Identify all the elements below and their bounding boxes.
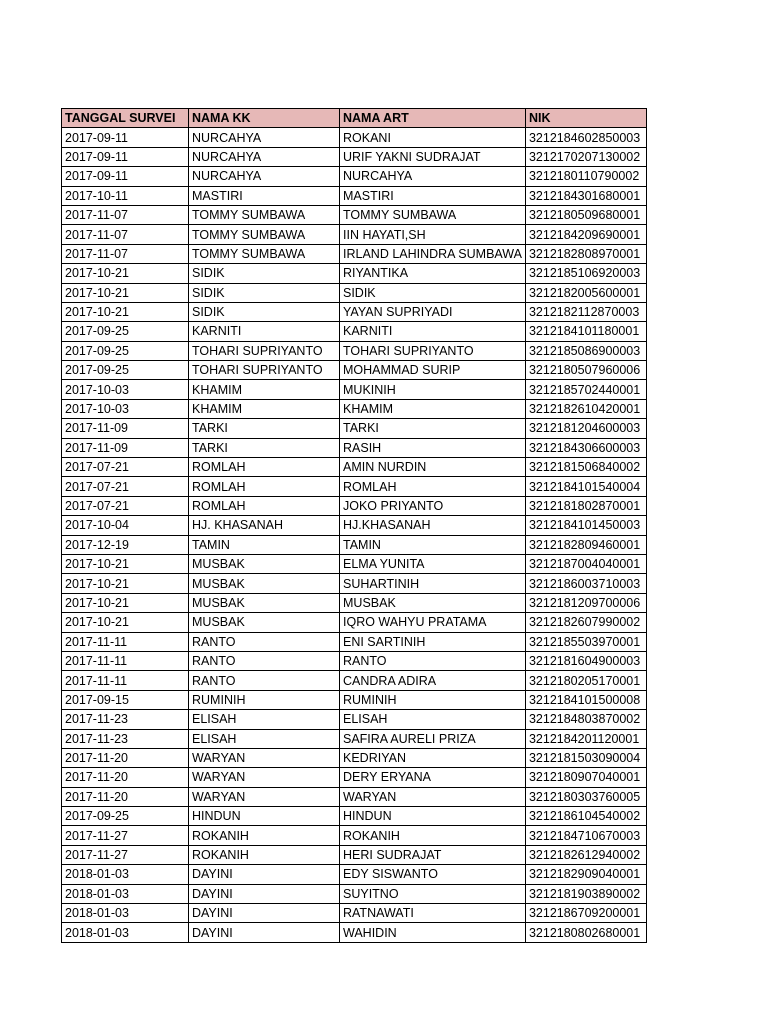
cell-nama-kk: RUMINIH — [189, 690, 340, 709]
table-row — [62, 690, 647, 709]
table-row — [62, 477, 647, 496]
cell-nama-kk: MASTIRI — [189, 186, 340, 205]
cell-tanggal-survei: 2018-01-03 — [62, 884, 189, 903]
cell-nama-art: HINDUN — [340, 807, 526, 826]
table-row — [62, 341, 647, 360]
cell-nik: 3212181506840002 — [525, 458, 646, 477]
table-row — [62, 845, 647, 864]
cell-nik: 3212180802680001 — [525, 923, 646, 942]
cell-tanggal-survei: 2017-11-11 — [62, 632, 189, 651]
cell-nama-kk: DAYINI — [189, 904, 340, 923]
cell-nama-kk: KHAMIM — [189, 380, 340, 399]
table-row — [62, 787, 647, 806]
cell-tanggal-survei: 2017-09-11 — [62, 147, 189, 166]
table-row — [62, 419, 647, 438]
cell-nama-art: SUHARTINIH — [340, 574, 526, 593]
cell-nama-art: CANDRA ADIRA — [340, 671, 526, 690]
cell-nik: 3212185086900003 — [525, 341, 646, 360]
cell-tanggal-survei: 2017-09-11 — [62, 167, 189, 186]
cell-tanggal-survei: 2017-09-15 — [62, 690, 189, 709]
cell-nama-kk: TARKI — [189, 419, 340, 438]
cell-nama-art: SUYITNO — [340, 884, 526, 903]
cell-nama-kk: WARYAN — [189, 787, 340, 806]
cell-nama-kk: NURCAHYA — [189, 128, 340, 147]
cell-nama-art: ELISAH — [340, 710, 526, 729]
cell-nik: 3212182112870003 — [525, 302, 646, 321]
cell-nama-art: ELMA YUNITA — [340, 554, 526, 573]
cell-nama-art: SIDIK — [340, 283, 526, 302]
table-row — [62, 361, 647, 380]
cell-nama-art: AMIN NURDIN — [340, 458, 526, 477]
cell-tanggal-survei: 2017-09-25 — [62, 807, 189, 826]
cell-tanggal-survei: 2017-11-27 — [62, 826, 189, 845]
table-row — [62, 671, 647, 690]
table-row — [62, 904, 647, 923]
cell-nama-kk: MUSBAK — [189, 574, 340, 593]
cell-tanggal-survei: 2017-11-27 — [62, 845, 189, 864]
cell-nik: 3212181209700006 — [525, 593, 646, 612]
table-row — [62, 768, 647, 787]
cell-nama-kk: TOHARI SUPRIYANTO — [189, 341, 340, 360]
table-row — [62, 147, 647, 166]
cell-nik: 3212182809460001 — [525, 535, 646, 554]
cell-tanggal-survei: 2017-11-23 — [62, 729, 189, 748]
cell-tanggal-survei: 2017-07-21 — [62, 458, 189, 477]
cell-tanggal-survei: 2017-11-23 — [62, 710, 189, 729]
cell-nik: 3212182909040001 — [525, 865, 646, 884]
table-row — [62, 264, 647, 283]
table-row — [62, 322, 647, 341]
table-row — [62, 283, 647, 302]
table-row — [62, 729, 647, 748]
data-table — [61, 108, 647, 943]
cell-nama-kk: TOMMY SUMBAWA — [189, 205, 340, 224]
cell-nama-kk: NURCAHYA — [189, 147, 340, 166]
cell-nik: 3212180507960006 — [525, 361, 646, 380]
cell-nama-kk: DAYINI — [189, 884, 340, 903]
cell-nik: 3212181802870001 — [525, 496, 646, 515]
cell-nama-art: JOKO PRIYANTO — [340, 496, 526, 515]
cell-tanggal-survei: 2017-10-04 — [62, 516, 189, 535]
table-row — [62, 613, 647, 632]
cell-tanggal-survei: 2017-11-09 — [62, 438, 189, 457]
table-row — [62, 807, 647, 826]
cell-nik: 3212170207130002 — [525, 147, 646, 166]
cell-tanggal-survei: 2018-01-03 — [62, 904, 189, 923]
cell-nama-kk: ELISAH — [189, 710, 340, 729]
cell-nik: 3212184201120001 — [525, 729, 646, 748]
cell-nik: 3212182612940002 — [525, 845, 646, 864]
cell-nama-art: KEDRIYAN — [340, 748, 526, 767]
cell-nik: 3212180110790002 — [525, 167, 646, 186]
cell-nama-kk: ELISAH — [189, 729, 340, 748]
cell-nik: 3212184101540004 — [525, 477, 646, 496]
table-row — [62, 574, 647, 593]
cell-nama-art: EDY SISWANTO — [340, 865, 526, 884]
cell-nama-kk: RANTO — [189, 671, 340, 690]
cell-nik: 3212184101450003 — [525, 516, 646, 535]
cell-nik: 3212184209690001 — [525, 225, 646, 244]
cell-nama-kk: TOMMY SUMBAWA — [189, 225, 340, 244]
cell-nama-art: ENI SARTINIH — [340, 632, 526, 651]
cell-nik: 3212185106920003 — [525, 264, 646, 283]
table-row — [62, 205, 647, 224]
cell-tanggal-survei: 2017-09-25 — [62, 361, 189, 380]
cell-tanggal-survei: 2017-09-25 — [62, 322, 189, 341]
cell-nama-kk: TOHARI SUPRIYANTO — [189, 361, 340, 380]
cell-nik: 3212186003710003 — [525, 574, 646, 593]
table-row — [62, 399, 647, 418]
table-row — [62, 710, 647, 729]
cell-nama-art: RIYANTIKA — [340, 264, 526, 283]
table-row — [62, 554, 647, 573]
cell-nama-kk: SIDIK — [189, 302, 340, 321]
cell-nama-kk: ROKANIH — [189, 826, 340, 845]
cell-nik: 3212182005600001 — [525, 283, 646, 302]
table-row — [62, 438, 647, 457]
cell-tanggal-survei: 2017-11-07 — [62, 225, 189, 244]
table-row — [62, 244, 647, 263]
table-row — [62, 167, 647, 186]
cell-nama-art: SAFIRA AURELI PRIZA — [340, 729, 526, 748]
cell-nama-kk: KHAMIM — [189, 399, 340, 418]
cell-nama-art: YAYAN SUPRIYADI — [340, 302, 526, 321]
header-nama-art: NAMA ART — [340, 109, 526, 128]
cell-nik: 3212184101180001 — [525, 322, 646, 341]
cell-nama-kk: WARYAN — [189, 768, 340, 787]
cell-nama-kk: DAYINI — [189, 923, 340, 942]
cell-nik: 3212186709200001 — [525, 904, 646, 923]
cell-tanggal-survei: 2017-11-11 — [62, 651, 189, 670]
table-row — [62, 826, 647, 845]
cell-nik: 3212184803870002 — [525, 710, 646, 729]
cell-nama-art: ROKANI — [340, 128, 526, 147]
cell-nama-art: MUSBAK — [340, 593, 526, 612]
cell-nama-kk: ROMLAH — [189, 458, 340, 477]
cell-nama-kk: RANTO — [189, 651, 340, 670]
table-row — [62, 225, 647, 244]
table-row — [62, 458, 647, 477]
table-row — [62, 651, 647, 670]
cell-tanggal-survei: 2017-07-21 — [62, 496, 189, 515]
cell-nama-art: URIF YAKNI SUDRAJAT — [340, 147, 526, 166]
cell-nama-kk: SIDIK — [189, 283, 340, 302]
header-tanggal-survei: TANGGAL SURVEI — [62, 109, 189, 128]
cell-nama-art: MUKINIH — [340, 380, 526, 399]
cell-nama-kk: ROMLAH — [189, 477, 340, 496]
cell-nama-art: RANTO — [340, 651, 526, 670]
cell-nama-art: WARYAN — [340, 787, 526, 806]
cell-nama-art: HJ.KHASANAH — [340, 516, 526, 535]
cell-nik: 3212185503970001 — [525, 632, 646, 651]
cell-nama-kk: TARKI — [189, 438, 340, 457]
cell-nama-kk: MUSBAK — [189, 613, 340, 632]
cell-nama-kk: ROKANIH — [189, 845, 340, 864]
cell-tanggal-survei: 2017-11-20 — [62, 787, 189, 806]
header-row — [62, 109, 647, 128]
table-row — [62, 535, 647, 554]
table-row — [62, 302, 647, 321]
cell-nama-art: RASIH — [340, 438, 526, 457]
cell-nik: 3212180205170001 — [525, 671, 646, 690]
cell-tanggal-survei: 2017-11-09 — [62, 419, 189, 438]
cell-nama-art: RUMINIH — [340, 690, 526, 709]
cell-tanggal-survei: 2017-11-20 — [62, 768, 189, 787]
table-row — [62, 865, 647, 884]
cell-nama-art: TOHARI SUPRIYANTO — [340, 341, 526, 360]
cell-nama-art: WAHIDIN — [340, 923, 526, 942]
cell-nama-art: RATNAWATI — [340, 904, 526, 923]
cell-nama-kk: HINDUN — [189, 807, 340, 826]
cell-nama-art: TOMMY SUMBAWA — [340, 205, 526, 224]
cell-nama-art: IRLAND LAHINDRA SUMBAWA — [340, 244, 526, 263]
cell-nama-kk: ROMLAH — [189, 496, 340, 515]
cell-tanggal-survei: 2018-01-03 — [62, 923, 189, 942]
cell-nik: 3212184710670003 — [525, 826, 646, 845]
cell-nik: 3212180509680001 — [525, 205, 646, 224]
cell-tanggal-survei: 2017-11-20 — [62, 748, 189, 767]
cell-nama-art: ROKANIH — [340, 826, 526, 845]
cell-tanggal-survei: 2017-12-19 — [62, 535, 189, 554]
cell-nik: 3212184301680001 — [525, 186, 646, 205]
cell-nik: 3212184101500008 — [525, 690, 646, 709]
cell-nik: 3212182808970001 — [525, 244, 646, 263]
table-row — [62, 128, 647, 147]
cell-tanggal-survei: 2017-11-11 — [62, 671, 189, 690]
cell-tanggal-survei: 2017-11-07 — [62, 205, 189, 224]
cell-tanggal-survei: 2017-10-21 — [62, 574, 189, 593]
cell-nama-art: ROMLAH — [340, 477, 526, 496]
cell-nama-art: NURCAHYA — [340, 167, 526, 186]
cell-nama-art: MOHAMMAD SURIP — [340, 361, 526, 380]
cell-tanggal-survei: 2017-09-25 — [62, 341, 189, 360]
cell-nik: 3212181604900003 — [525, 651, 646, 670]
table-row — [62, 186, 647, 205]
cell-tanggal-survei: 2017-10-03 — [62, 399, 189, 418]
cell-tanggal-survei: 2017-10-21 — [62, 613, 189, 632]
table-row — [62, 496, 647, 515]
header-nik: NIK — [525, 109, 646, 128]
cell-tanggal-survei: 2017-10-21 — [62, 264, 189, 283]
cell-nama-art: KARNITI — [340, 322, 526, 341]
cell-nama-kk: DAYINI — [189, 865, 340, 884]
cell-tanggal-survei: 2017-10-03 — [62, 380, 189, 399]
cell-nik: 3212181503090004 — [525, 748, 646, 767]
cell-nama-art: KHAMIM — [340, 399, 526, 418]
cell-nama-kk: RANTO — [189, 632, 340, 651]
cell-nama-kk: WARYAN — [189, 748, 340, 767]
cell-nama-art: DERY ERYANA — [340, 768, 526, 787]
table-row — [62, 632, 647, 651]
table-row — [62, 516, 647, 535]
cell-nik: 3212182607990002 — [525, 613, 646, 632]
table-row — [62, 593, 647, 612]
cell-nama-art: MASTIRI — [340, 186, 526, 205]
cell-nama-art: IQRO WAHYU PRATAMA — [340, 613, 526, 632]
header-nama-kk: NAMA KK — [189, 109, 340, 128]
cell-nama-kk: TAMIN — [189, 535, 340, 554]
cell-nik: 3212184602850003 — [525, 128, 646, 147]
table-row — [62, 923, 647, 942]
cell-tanggal-survei: 2018-01-03 — [62, 865, 189, 884]
cell-nik: 3212180303760005 — [525, 787, 646, 806]
cell-nik: 3212185702440001 — [525, 380, 646, 399]
cell-nik: 3212187004040001 — [525, 554, 646, 573]
cell-nik: 3212182610420001 — [525, 399, 646, 418]
cell-tanggal-survei: 2017-10-21 — [62, 554, 189, 573]
table-row — [62, 380, 647, 399]
cell-nama-kk: NURCAHYA — [189, 167, 340, 186]
cell-tanggal-survei: 2017-09-11 — [62, 128, 189, 147]
table-row — [62, 884, 647, 903]
cell-nama-kk: TOMMY SUMBAWA — [189, 244, 340, 263]
cell-tanggal-survei: 2017-10-21 — [62, 302, 189, 321]
cell-nama-kk: SIDIK — [189, 264, 340, 283]
cell-tanggal-survei: 2017-07-21 — [62, 477, 189, 496]
cell-nama-kk: KARNITI — [189, 322, 340, 341]
cell-nik: 3212181903890002 — [525, 884, 646, 903]
cell-nama-art: IIN HAYATI,SH — [340, 225, 526, 244]
cell-nama-art: TARKI — [340, 419, 526, 438]
table-row — [62, 748, 647, 767]
cell-nik: 3212184306600003 — [525, 438, 646, 457]
table-body — [62, 128, 647, 942]
cell-nik: 3212181204600003 — [525, 419, 646, 438]
cell-nama-art: TAMIN — [340, 535, 526, 554]
cell-nik: 3212180907040001 — [525, 768, 646, 787]
cell-tanggal-survei: 2017-11-07 — [62, 244, 189, 263]
cell-nama-kk: MUSBAK — [189, 593, 340, 612]
cell-tanggal-survei: 2017-10-21 — [62, 283, 189, 302]
cell-nama-art: HERI SUDRAJAT — [340, 845, 526, 864]
cell-nama-kk: MUSBAK — [189, 554, 340, 573]
cell-tanggal-survei: 2017-10-11 — [62, 186, 189, 205]
cell-nik: 3212186104540002 — [525, 807, 646, 826]
cell-tanggal-survei: 2017-10-21 — [62, 593, 189, 612]
cell-nama-kk: HJ. KHASANAH — [189, 516, 340, 535]
